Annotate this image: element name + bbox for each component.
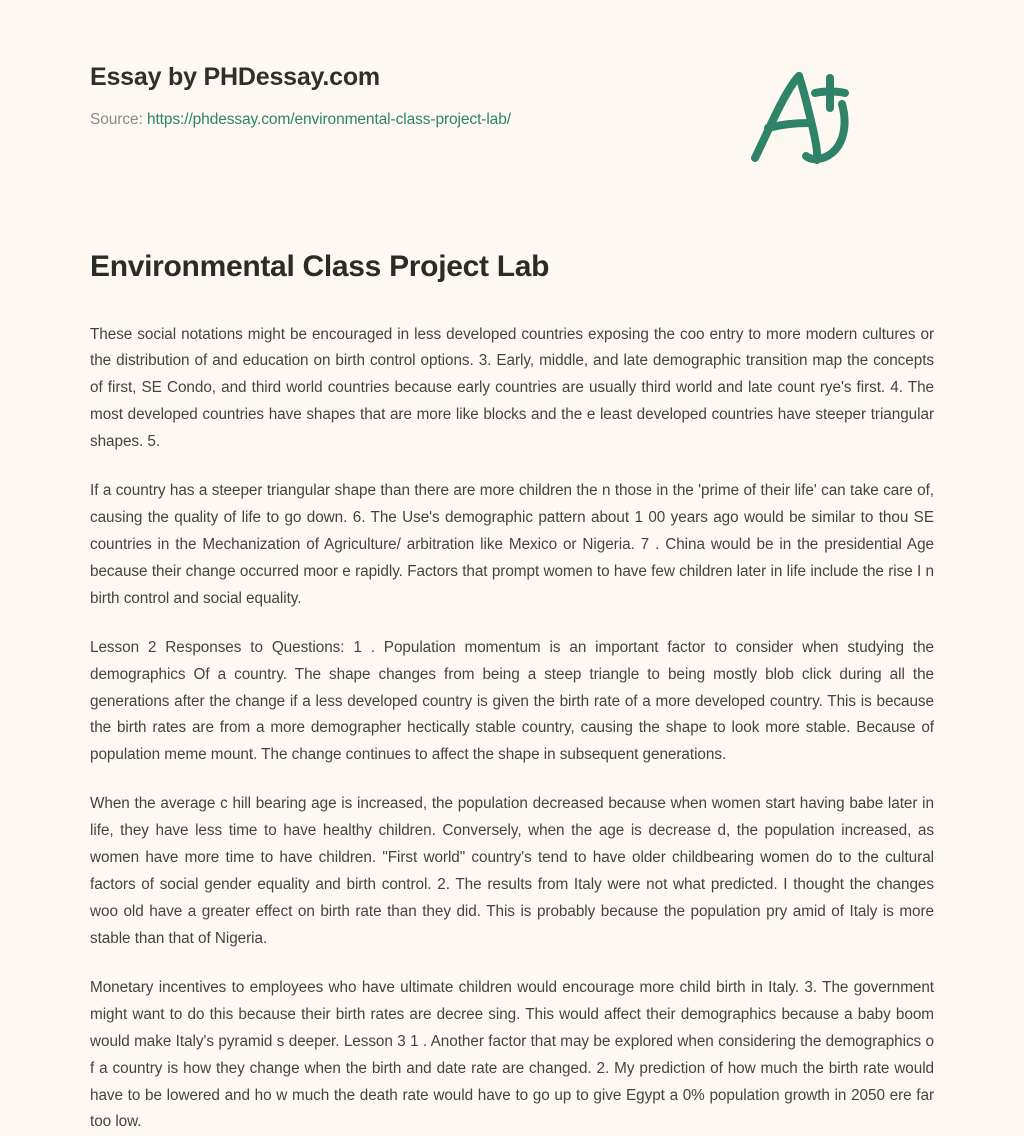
source-url-link[interactable]: https://phdessay.com/environmental-class-project-lab/ xyxy=(147,111,511,128)
page-header xyxy=(90,0,934,172)
essay-body xyxy=(90,322,934,1136)
source-label: Source: xyxy=(90,111,143,128)
paragraph: Monetary incentives to employees who have ultimate children would encourage more child birth in Italy. 3. The government might want to do this because their birth rates are decree sing. This would affect their demographics because a baby boom would make Italy's pyramid s deeper. Lesson 3 1 . Another factor that may be explored when considering the demographics o f a country is how they change when the birth and date rate are changed. 2. My prediction of how much the birth rate would have to be lowered and ho w much the death rate would have to go up to give Egypt a 0% population growth in 2050 ere far too low. xyxy=(90,975,934,1136)
paragraph: Lesson 2 Responses to Questions: 1 . Population momentum is an important factor to consider when studying the demographics Of a country. The shape changes from being a steep triangle to being mostly blob click during all the generations after the change if a less developed country is given the birth rate of a more developed country. This is because the birth rates are from a more demographer hectically stable country, causing the shape to look more stable. Because of population meme mount. The change continues to affect the shape in subsequent generations. xyxy=(90,635,934,770)
paragraph: These social notations might be encouraged in less developed countries exposing the coo entry to more modern cultures or the distribution of and education on birth control options. 3. Early, middle, and late demographic transition map the concepts of first, SE Condo, and third world countries because early countries are usually third world and late count rye's first. 4. The most developed countries have shapes that are more like blocks and the e least developed countries have steeper triangular shapes. 5. xyxy=(90,322,934,457)
brand-title: Essay by PHDessay.com xyxy=(90,62,934,92)
paragraph: When the average c hill bearing age is increased, the population decreased because when women start having babe later in life, they have less time to have healthy children. Conversely, when the age is decrease d, the population increased, as women have more time to have children. "First world" country's tend to have older childbearing women do to the cultural factors of social gender equality and birth control. 2. The results from Italy were not what predicted. I thought the changes woo old have a greater effect on birth rate than they did. This is probably because the population pry amid of Italy is more stable than that of Nigeria. xyxy=(90,791,934,953)
page-title: Environmental Class Project Lab xyxy=(90,248,934,286)
paragraph: If a country has a steeper triangular shape than there are more children the n those in the 'prime of their life' can take care of, causing the quality of life to go down. 6. The Use's demographic pattern about 1 00 years ago would be similar to thou SE countries in the Mechanization of Agriculture/ arbitration like Mexico or Nigeria. 7 . China would be in the presidential Age because their change occurred moor e rapidly. Factors that prompt women to have few children later in life include the rise I n birth control and social equality. xyxy=(90,478,934,613)
a-plus-grade-logo-icon xyxy=(742,62,862,167)
